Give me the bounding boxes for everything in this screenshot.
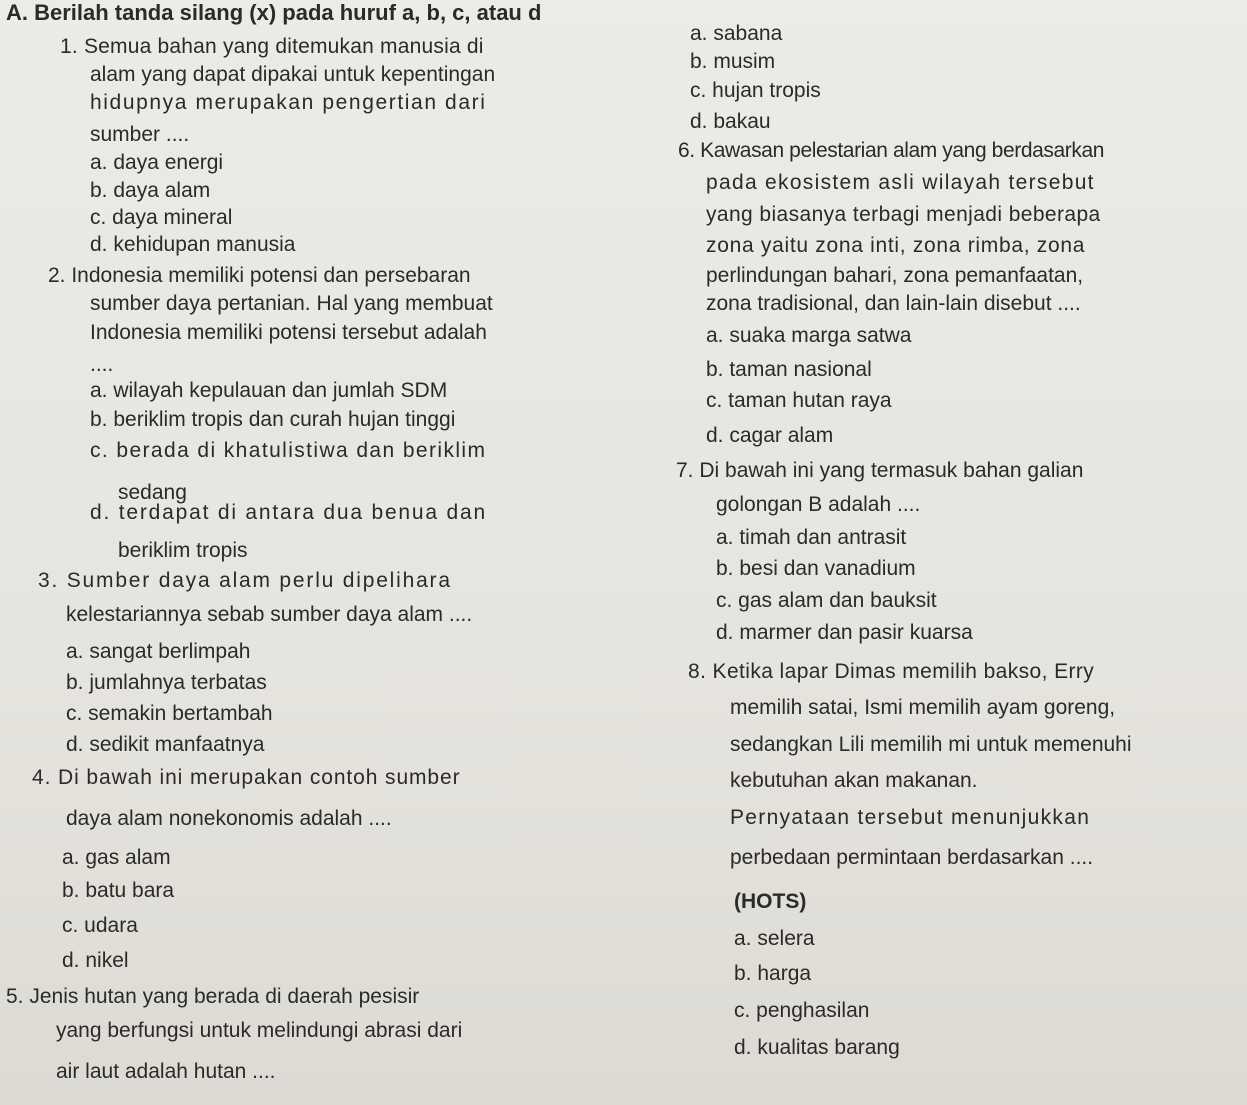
q8-option-b[interactable]: b. harga — [734, 962, 812, 985]
q1-option-c[interactable]: c. daya mineral — [90, 206, 233, 229]
section-header: A. Berilah tanda silang (x) pada huruf a, b, c, atau d — [6, 0, 542, 25]
q2-option-c[interactable]: c. berada di khatulistiwa dan beriklim — [90, 439, 487, 462]
q7-option-c[interactable]: c. gas alam dan bauksit — [716, 589, 937, 612]
q3-option-c[interactable]: c. semakin bertambah — [66, 702, 273, 725]
q8-line-2: memilih satai, Ismi memilih ayam goreng, — [730, 696, 1116, 719]
hots-label: (HOTS) — [734, 890, 807, 913]
q2-line-1: 2. Indonesia memiliki potensi dan persebaran — [48, 264, 471, 287]
q2-option-a[interactable]: a. wilayah kepulauan dan jumlah SDM — [90, 379, 448, 402]
q7-option-a[interactable]: a. timah dan antrasit — [716, 526, 907, 549]
q3-line-2: kelestariannya sebab sumber daya alam .... — [66, 603, 473, 626]
q1-option-b[interactable]: b. daya alam — [90, 179, 211, 202]
q3-option-b[interactable]: b. jumlahnya terbatas — [66, 671, 267, 694]
q6-line-6: zona tradisional, dan lain-lain disebut .... — [706, 292, 1081, 315]
q1-line-4: sumber .... — [90, 123, 190, 146]
q5-option-b[interactable]: b. musim — [690, 50, 776, 73]
q8-option-d[interactable]: d. kualitas barang — [734, 1036, 900, 1059]
q8-line-4: kebutuhan akan makanan. — [730, 769, 978, 792]
q8-line-5: Pernyataan tersebut menunjukkan — [730, 806, 1091, 829]
q1-line-2: alam yang dapat dipakai untuk kepentingan — [90, 63, 496, 86]
q3-line-1: 3. Sumber daya alam perlu dipelihara — [38, 569, 452, 592]
q7-line-1: 7. Di bawah ini yang termasuk bahan galian — [676, 459, 1084, 482]
q4-line-1: 4. Di bawah ini merupakan contoh sumber — [32, 766, 461, 789]
q4-option-a[interactable]: a. gas alam — [62, 846, 171, 869]
q6-option-c[interactable]: c. taman hutan raya — [706, 389, 892, 412]
q2-option-d[interactable]: d. terdapat di antara dua benua dan — [90, 501, 487, 524]
q5-line-2: yang berfungsi untuk melindungi abrasi dari — [56, 1019, 463, 1042]
q6-line-4: zona yaitu zona inti, zona rimba, zona — [706, 234, 1086, 257]
q8-line-1: 8. Ketika lapar Dimas memilih bakso, Erry — [688, 660, 1095, 683]
q4-option-c[interactable]: c. udara — [62, 914, 138, 937]
q7-option-b[interactable]: b. besi dan vanadium — [716, 557, 916, 580]
q8-line-6: perbedaan permintaan berdasarkan .... — [730, 846, 1094, 869]
q6-option-b[interactable]: b. taman nasional — [706, 358, 872, 381]
q8-option-a[interactable]: a. selera — [734, 927, 815, 950]
q2-option-d-cont: beriklim tropis — [118, 539, 248, 562]
q2-option-b[interactable]: b. beriklim tropis dan curah hujan tinggi — [90, 408, 456, 431]
q5-line-3: air laut adalah hutan .... — [56, 1060, 276, 1083]
q2-line-3: Indonesia memiliki potensi tersebut adalah — [90, 321, 487, 344]
q6-option-a[interactable]: a. suaka marga satwa — [706, 324, 912, 347]
q5-option-c[interactable]: c. hujan tropis — [690, 79, 821, 102]
q1-line-1: 1. Semua bahan yang ditemukan manusia di — [60, 35, 484, 58]
q5-option-d[interactable]: d. bakau — [690, 110, 771, 133]
q7-line-2: golongan B adalah .... — [716, 493, 921, 516]
q4-option-d[interactable]: d. nikel — [62, 949, 129, 972]
q6-line-2: pada ekosistem asli wilayah tersebut — [706, 171, 1095, 194]
q6-line-3: yang biasanya terbagi menjadi beberapa — [706, 203, 1101, 226]
q1-option-d[interactable]: d. kehidupan manusia — [90, 233, 296, 256]
q8-line-3: sedangkan Lili memilih mi untuk memenuhi — [730, 733, 1132, 756]
q5-line-1: 5. Jenis hutan yang berada di daerah pesisir — [6, 985, 420, 1008]
q8-option-c[interactable]: c. penghasilan — [734, 999, 870, 1022]
q4-option-b[interactable]: b. batu bara — [62, 879, 175, 902]
q1-option-a[interactable]: a. daya energi — [90, 151, 224, 174]
q6-line-5: perlindungan bahari, zona pemanfaatan, — [706, 264, 1084, 287]
q3-option-a[interactable]: a. sangat berlimpah — [66, 640, 251, 663]
q7-option-d[interactable]: d. marmer dan pasir kuarsa — [716, 621, 973, 644]
q5-option-a[interactable]: a. sabana — [690, 22, 783, 45]
q1-line-3: hidupnya merupakan pengertian dari — [90, 91, 487, 114]
q4-line-2: daya alam nonekonomis adalah .... — [66, 807, 392, 830]
q3-option-d[interactable]: d. sedikit manfaatnya — [66, 733, 265, 756]
q2-option-c-cont: sedang — [118, 481, 187, 504]
q6-option-d[interactable]: d. cagar alam — [706, 424, 834, 447]
q2-line-4: .... — [90, 353, 114, 376]
q2-line-2: sumber daya pertanian. Hal yang membuat — [90, 292, 493, 315]
q6-line-1: 6. Kawasan pelestarian alam yang berdasarkan — [678, 139, 1105, 162]
